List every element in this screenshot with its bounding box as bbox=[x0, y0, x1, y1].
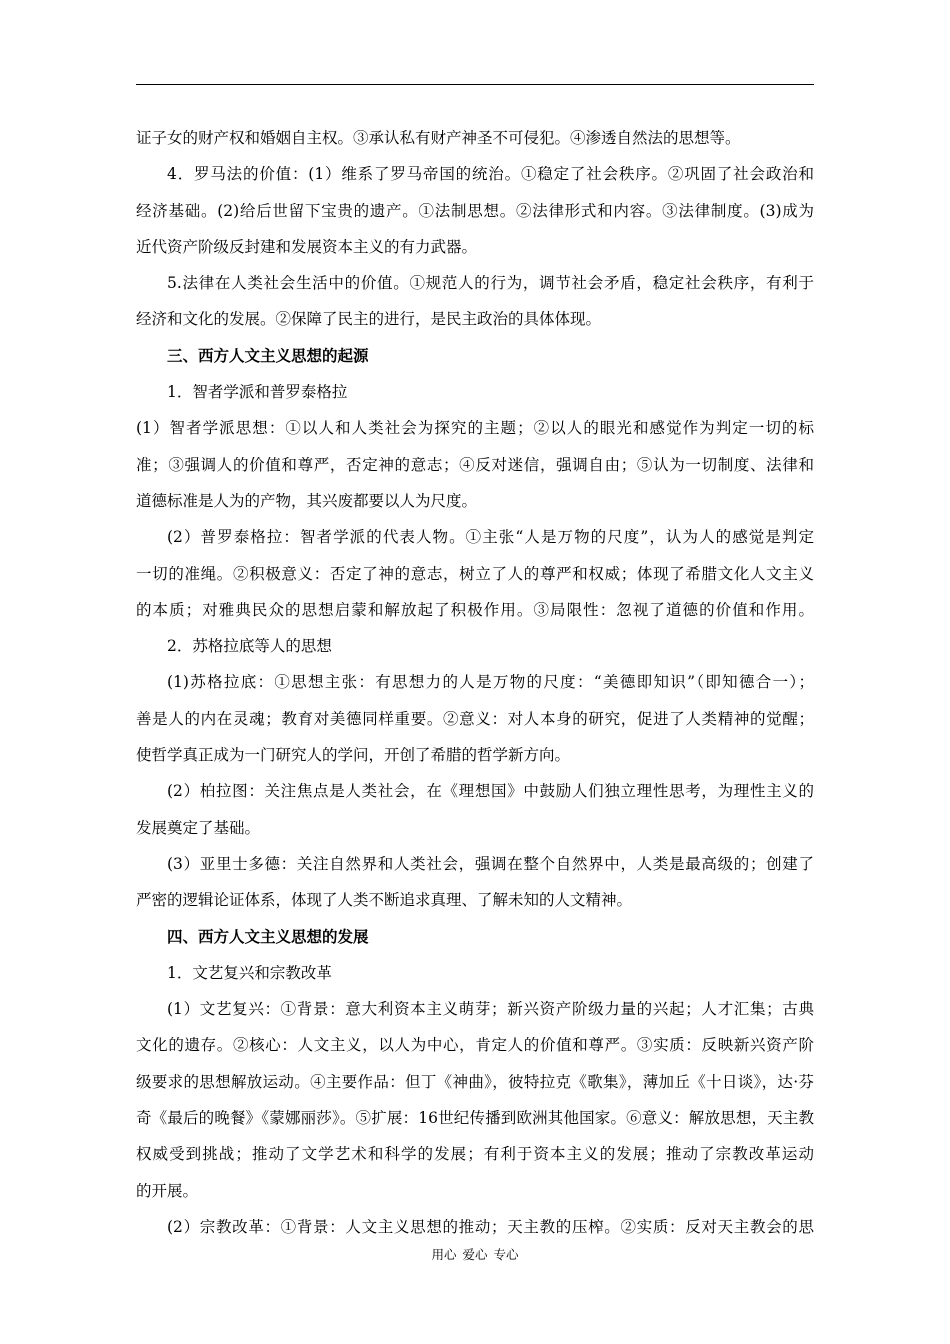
footer-word-2: 爱心 bbox=[462, 1247, 488, 1262]
paragraph-line: 经济和文化的发展。②保障了民主的进行，是民主政治的具体体现。 bbox=[136, 310, 602, 329]
paragraph-line: 权威受到挑战；推动了文学艺术和科学的发展；有利于资本主义的发展；推动了宗教改革运动 bbox=[136, 1145, 814, 1164]
header-rule bbox=[136, 84, 814, 85]
footer-word-1: 用心 bbox=[431, 1247, 457, 1262]
paragraph-line: 发展奠定了基础。 bbox=[136, 818, 261, 837]
paragraph-line: 的本质；对雅典民众的思想启蒙和解放起了积极作用。③局限性：忽视了道德的价值和作用。 bbox=[136, 600, 814, 619]
paragraph-line: 使哲学真正成为一门研究人的学问，开创了希腊的哲学新方向。 bbox=[136, 746, 571, 765]
footer-word-3: 专心 bbox=[493, 1247, 519, 1262]
section-heading: 三、西方人文主义思想的起源 bbox=[167, 345, 369, 365]
paragraph-line: (1）智者学派思想：①以人和人类社会为探究的主题；②以人的眼光和感觉作为判定一切的标 bbox=[136, 419, 814, 438]
paragraph-line: (3）亚里士多德：关注自然界和人类社会，强调在整个自然界中，人类是最高级的；创建了 bbox=[167, 854, 814, 873]
paragraph-line: (2）宗教改革：①背景：人文主义思想的推动；天主教的压榨。②实质：反对天主教会的思 bbox=[167, 1217, 814, 1236]
section-heading: 四、西方人文主义思想的发展 bbox=[167, 926, 369, 946]
paragraph-line: 的开展。 bbox=[136, 1181, 199, 1200]
paragraph-line: 2．苏格拉底等人的思想 bbox=[167, 637, 332, 656]
paragraph-line: 准；③强调人的价值和尊严，否定神的意志；④反对迷信，强调自由；⑤认为一切制度、法律和 bbox=[136, 455, 814, 474]
document-body bbox=[136, 120, 814, 1245]
paragraph-line: 级要求的思想解放运动。④主要作品：但丁《神曲》，彼特拉克《歌集》，薄加丘《十日谈》，达·芬 bbox=[136, 1072, 814, 1091]
paragraph-line: 善是人的内在灵魂；教育对美德同样重要。②意义：对人本身的研究，促进了人类精神的觉醒； bbox=[136, 709, 814, 728]
paragraph-line: 严密的逻辑论证体系，体现了人类不断追求真理、了解未知的人文精神。 bbox=[136, 891, 633, 910]
paragraph-line: 文化的遗存。②核心：人文主义，以人为中心，肯定人的价值和尊严。③实质：反映新兴资产阶 bbox=[136, 1036, 814, 1055]
paragraph-line: 近代资产阶级反封建和发展资本主义的有力武器。 bbox=[136, 237, 478, 256]
paragraph-line: (1)苏格拉底：①思想主张：有思想力的人是万物的尺度：“美德即知识”（即知德合一）； bbox=[167, 673, 814, 692]
paragraph-line: 4．罗马法的价值：(1）维系了罗马帝国的统治。①稳定了社会秩序。②巩固了社会政治和 bbox=[167, 165, 814, 184]
paragraph-line: (1）文艺复兴：①背景：意大利资本主义萌芽；新兴资产阶级力量的兴起；人才汇集；古典 bbox=[167, 1000, 814, 1019]
paragraph-line: (2）柏拉图：关注焦点是人类社会，在《理想国》中鼓励人们独立理性思考，为理性主义的 bbox=[167, 782, 814, 801]
paragraph-line: 经济基础。(2)给后世留下宝贵的遗产。①法制思想。②法律形式和内容。③法律制度。(3)成为 bbox=[136, 201, 814, 220]
paragraph-line: 奇《最后的晚餐》《蒙娜丽莎》。⑤扩展：16世纪传播到欧洲其他国家。⑥意义：解放思想，天主教 bbox=[136, 1109, 814, 1128]
paragraph-line: 道德标准是人为的产物，其兴废都要以人为尺度。 bbox=[136, 491, 478, 510]
paragraph-line: 1．文艺复兴和宗教改革 bbox=[167, 963, 332, 982]
paragraph-line: 证子女的财产权和婚姻自主权。③承认私有财产神圣不可侵犯。④渗透自然法的思想等。 bbox=[136, 129, 741, 147]
page-footer bbox=[0, 1245, 950, 1263]
paragraph-line: (2）普罗泰格拉：智者学派的代表人物。①主张“人是万物的尺度”，认为人的感觉是判定 bbox=[167, 528, 814, 547]
paragraph-line: 一切的准绳。②积极意义：否定了神的意志，树立了人的尊严和权威；体现了希腊文化人文主义 bbox=[136, 564, 814, 583]
paragraph-line: 1．智者学派和普罗泰格拉 bbox=[167, 383, 348, 402]
paragraph-line: 5.法律在人类社会生活中的价值。①规范人的行为，调节社会矛盾，稳定社会秩序，有利于 bbox=[167, 274, 814, 293]
